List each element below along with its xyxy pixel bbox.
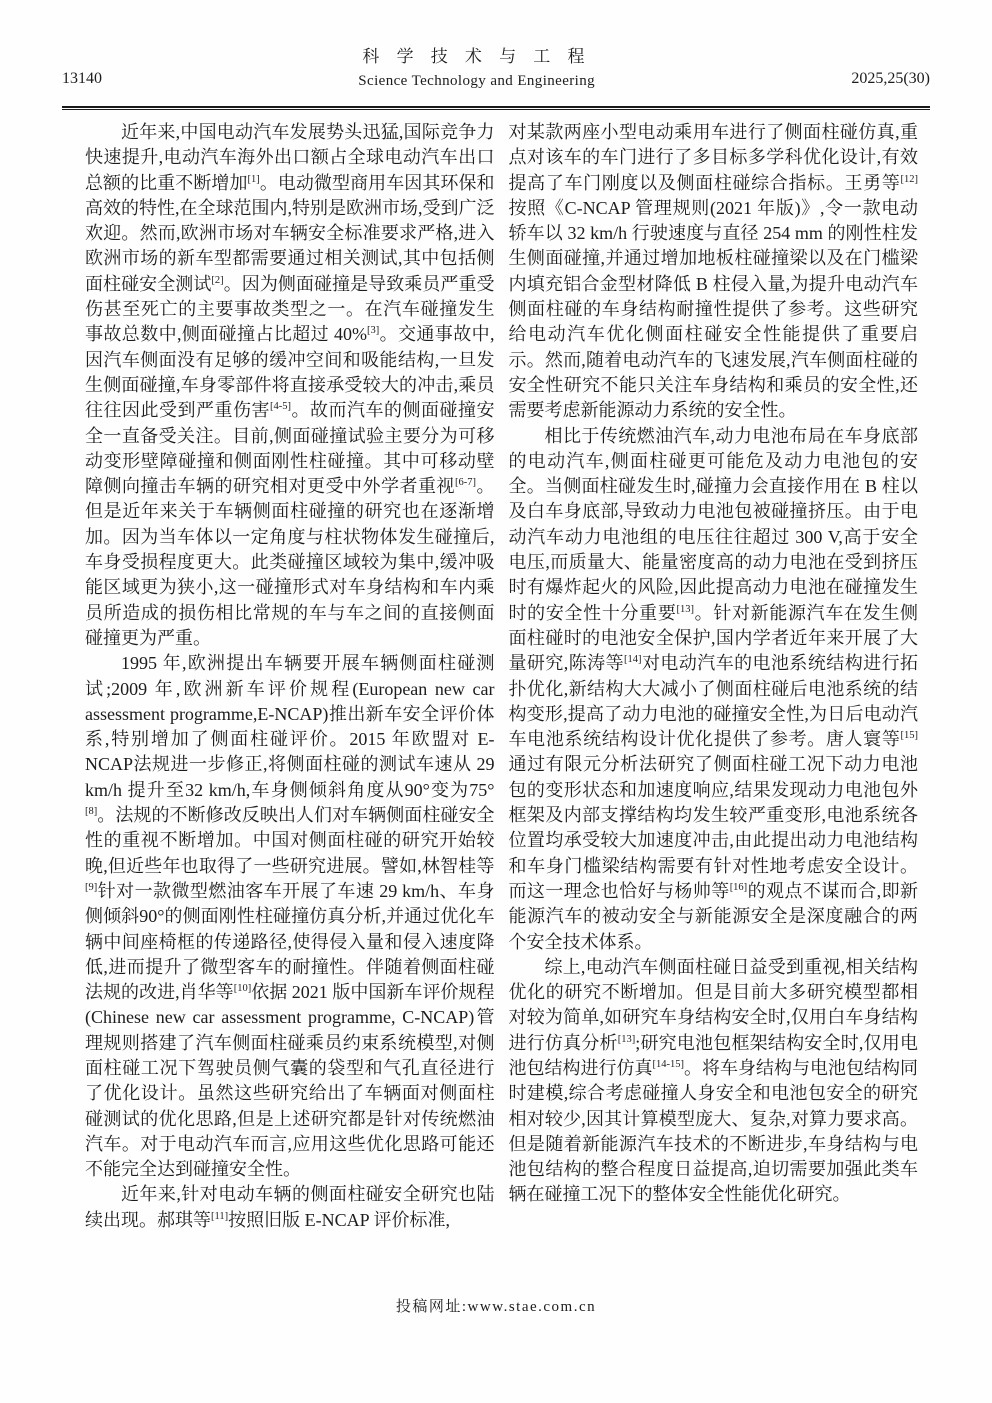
header-rule	[62, 106, 930, 110]
citation-ref: [12]	[900, 173, 918, 185]
citation-ref: [14]	[624, 654, 642, 666]
journal-title-cn: 科 学 技 术 与 工 程	[362, 47, 591, 66]
paragraph: 近年来,针对电动车辆的侧面柱碰安全研究也陆续出现。郝琪等[11]按照旧版 E-NCAP 评价标准,	[85, 1184, 495, 1230]
citation-ref: [10]	[233, 983, 252, 995]
column-right	[509, 120, 919, 1233]
citation-ref: [13]	[617, 1033, 636, 1045]
citation-ref: [4-5]	[270, 401, 291, 413]
citation-ref: [6-7]	[455, 477, 476, 489]
citation-ref: [15]	[900, 730, 918, 742]
citation-ref: [11]	[211, 1210, 229, 1222]
issue-info: 2025,25(30)	[851, 70, 930, 87]
article-body	[85, 120, 918, 1233]
citation-ref: [2]	[211, 274, 224, 286]
citation-ref: [8]	[85, 806, 98, 818]
citation-ref: [9]	[85, 881, 98, 893]
page-number: 13140	[62, 70, 102, 87]
citation-ref: [3]	[366, 325, 380, 337]
submission-url: 投稿网址:www.stae.com.cn	[395, 1299, 597, 1315]
citation-ref: [13]	[676, 603, 694, 615]
page-header	[62, 48, 930, 89]
paragraph: 综上,电动汽车侧面柱碰日益受到重视,相关结构优化的研究不断增加。但是目前大多研究模型都相对较为简单,如研究车身结构安全时,仅用白车身结构进行仿真分析[13];研究电池包框架结构安全时,仅用电池包结构进行仿真[14-15]。将车身结构与电池包结构同时建模,综合考虑碰撞人身安全和电池包安全的研究相对较少,因其计算模型庞大、复杂,对算力要求高。但是随着新能源汽车技术的不断进步,车身结构与电池包结构的整合程度日益提高,迫切需要加强此类车辆在碰撞工况下的整体安全性能优化研究。	[508, 956, 919, 1205]
citation-ref: [14-15]	[652, 1058, 684, 1070]
citation-ref: [16]	[729, 881, 748, 893]
journal-title-block	[358, 48, 595, 89]
paragraph: 对某款两座小型电动乘用车进行了侧面柱碰仿真,重点对该车的车门进行了多目标多学科优化设计,有效提高了车门刚度以及侧面柱碰综合指标。王勇等[12]按照《C-NCAP 管理规则(2021 年版)》,令一款电动轿车以 32 km/h 行驶速度与直径 254 mm 的刚性柱发生侧面碰撞,并通过增加地板柱碰撞梁以及在门槛梁内填充铝合金型材降低 B 柱侵入量,为提升电动汽车侧面柱碰的车身结构耐撞性提供了参考。这些研究给电动汽车优化侧面柱碰安全性能提供了重要启示。然而,随着电动汽车的飞速发展,汽车侧面柱碰的安全性研究不能只关注车身结构和乘员的安全性,还需要考虑新能源动力系统的安全性。	[508, 122, 918, 421]
paragraph: 近年来,中国电动汽车发展势头迅猛,国际竞争力快速提升,电动汽车海外出口额占全球电动汽车出口总额的比重不断增加[1]。电动微型商用车因其环保和高效的特性,在全球范围内,特别是欧洲市场,受到广泛欢迎。然而,欧洲市场对车辆安全标准要求严格,进入欧洲市场的新车型都需要通过相关测试,其中包括侧面柱碰安全测试[2]。因为侧面碰撞是导致乘员严重受伤甚至死亡的主要事故类型之一。在汽车碰撞发生事故总数中,侧面碰撞占比超过 40%[3]。交通事故中,因汽车侧面没有足够的缓冲空间和吸能结构,一旦发生侧面碰撞,车身零部件将直接承受较大的冲击,乘员往往因此受到严重伤害[4-5]。故而汽车的侧面碰撞安全一直备受关注。目前,侧面碰撞试验主要分为可移动变形壁障碰撞和侧面刚性柱碰撞。其中可移动壁障侧向撞击车辆的研究相对更受中外学者重视[6-7]。但是近年来关于车辆侧面柱碰撞的研究也在逐渐增加。因为当车体以一定角度与柱状物体发生碰撞后,车身受损程度更大。此类碰撞区域较为集中,缓冲吸能区域更为狭小,这一碰撞形式对车身结构和车内乘员所造成的损伤相比常规的车与车之间的直接侧面碰撞更为严重。	[85, 122, 495, 648]
column-left	[85, 120, 495, 1233]
journal-title-en: Science Technology and Engineering	[358, 73, 596, 89]
citation-ref: [1]	[247, 173, 260, 185]
paragraph: 1995 年,欧洲提出车辆要开展车辆侧面柱碰测试;2009 年,欧洲新车评价规程(European new car assessment programme,E-NCAP)推出新车安全评价体系,特别增加了侧面柱碰评价。2015 年欧盟对 E-NCAP法规进一步修正,将侧面柱碰的测试车速从 29 km/h 提升至32 km/h,车身侧倾斜角度从90°变为75°[8]。法规的不断修改反映出人们对车辆侧面柱碰安全性的重视不断增加。中国对侧面柱碰的研究开始较晚,但近些年也取得了一些研究进展。譬如,林智桂等[9]针对一款微型燃油客车开展了车速 29 km/h、车身侧倾斜90°的侧面刚性柱碰撞仿真分析,并通过优化车辆中间座椅框的传递路径,使得侵入量和侵入速度降低,进而提升了微型客车的耐撞性。伴随着侧面柱碰法规的改进,肖华等[10]依据 2021 版中国新车评价规程(Chinese new car assessment programme, C-NCAP)管理规则搭建了汽车侧面柱碰乘员约束系统模型,对侧面柱碰工况下驾驶员侧气囊的袋型和气孔直径进行了优化设计。虽然这些研究给出了车辆面对侧面柱碰测试的优化思路,但是上述研究都是针对传统燃油汽车。对于电动汽车而言,应用这些优化思路可能还不能完全达到碰撞安全性。	[85, 653, 495, 1180]
paragraph: 相比于传统燃油汽车,动力电池布局在车身底部的电动汽车,侧面柱碰更可能危及动力电池包的安全。当侧面柱碰发生时,碰撞力会直接作用在 B 柱以及白车身底部,导致动力电池包被碰撞挤压。由于电动汽车动力电池组的电压往往超过 300 V,高于安全电压,而质量大、能量密度高的动力电池在受到挤压时有爆炸起火的风险,因此提高动力电池在碰撞发生时的安全性十分重要[13]。针对新能源汽车在发生侧面柱碰时的电池安全保护,国内学者近年来开展了大量研究,陈涛等[14]对电动汽车的电池系统结构进行拓扑优化,新结构大大减小了侧面柱碰后电池系统的结构变形,提高了动力电池的碰撞安全性,为日后电动汽车电池系统结构设计优化提供了参考。唐人寰等[15]通过有限元分析法研究了侧面柱碰工况下动力电池包的变形状态和加速度响应,结果发现动力电池包外框架及内部支撑结构均发生较严重变形,电池系统各位置均承受较大加速度冲击,由此提出动力电池结构和车身门槛梁结构需要有针对性地考虑安全设计。而这一理念也恰好与杨帅等[16]的观点不谋而合,即新能源汽车的被动安全与新能源安全是深度融合的两个安全技术体系。	[508, 425, 919, 952]
